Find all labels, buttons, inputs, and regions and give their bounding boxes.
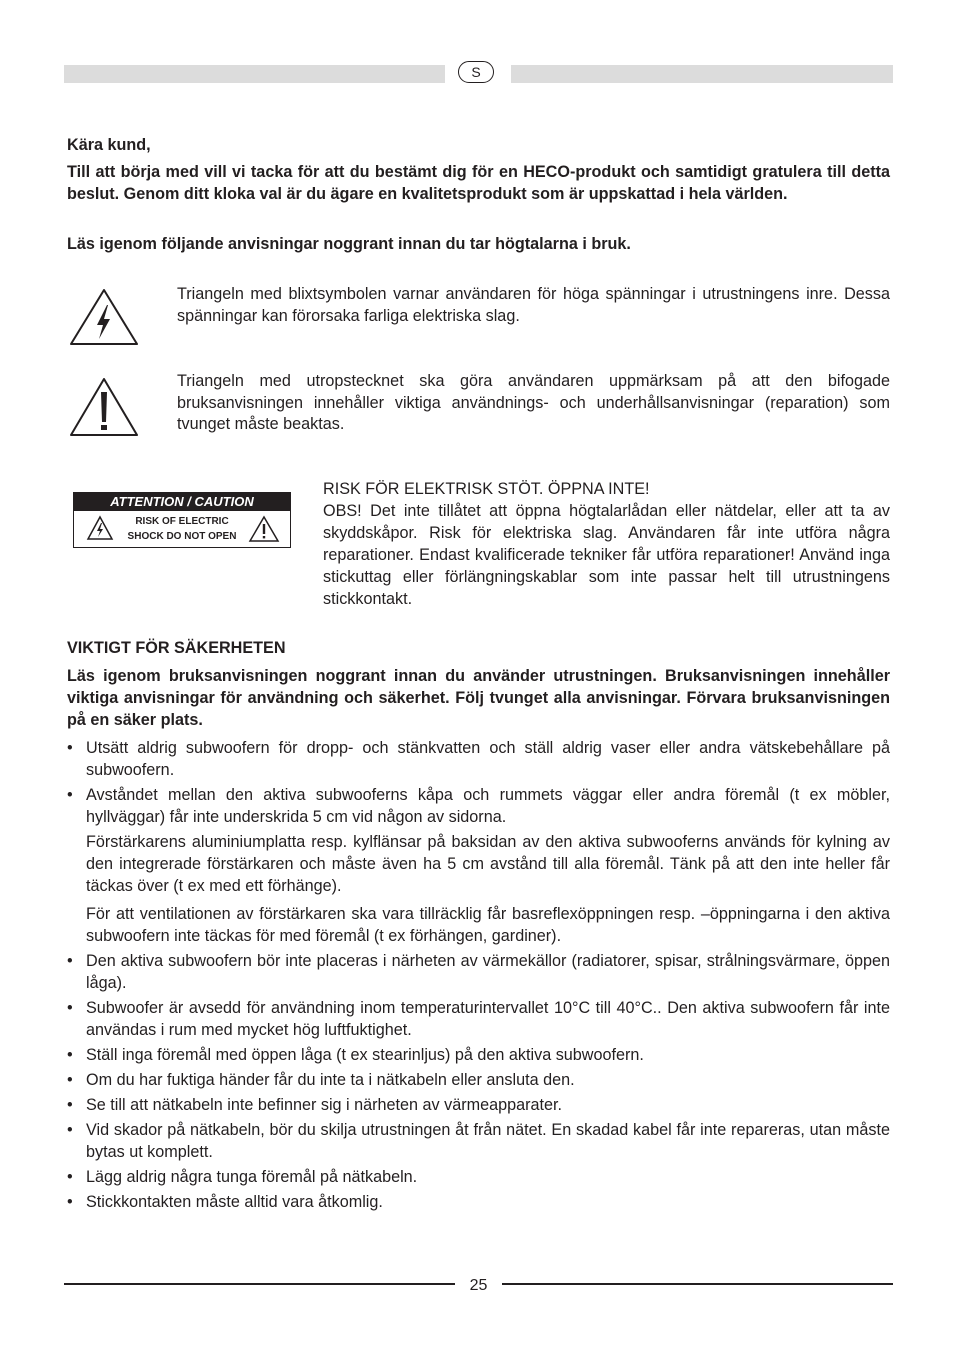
list-item-text: Stickkontakten måste alltid vara åtkomlig. — [86, 1193, 383, 1211]
list-item-subparagraph: Förstärkarens aluminiumplatta resp. kylflänsar på baksidan av den aktiva subwooferns används för kylning av den integrerade förstärkaren och måste även ha 5 cm avstånd till alla föremål. Tänk på att den inte heller får täckas över (t ex med ett förhänge). — [86, 833, 890, 895]
footer-rule-right — [502, 1283, 893, 1285]
bullet: • — [67, 1096, 73, 1114]
read-notice: Läs igenom följande anvisningar noggrant innan du tar högtalarna i bruk. — [67, 235, 631, 253]
list-item — [67, 1094, 890, 1116]
lightning-triangle-icon — [86, 515, 114, 541]
intro-paragraph: Till att börja med vill vi tacka för att du bestämt dig för en HECO-produkt och samtidigt gratulera till detta beslut. Genom ditt kloka val är du ägare en kvalitetsprodukt som är uppskattad i hela världen. — [67, 163, 890, 203]
list-item-text: Lägg aldrig några tunga föremål på nätkabeln. — [86, 1168, 418, 1186]
list-item-subparagraph: För att ventilationen av förstärkaren ska vara tillräcklig får basreflexöppningen resp. –öppningarna i den aktiva subwoofern inte täckas för med föremål (t ex förhängen, gardiner). — [86, 905, 890, 945]
caution-line-1: RISK OF ELECTRIC — [135, 516, 229, 527]
list-item-text: Ställ inga föremål med öppen låga (t ex stearinljus) på den aktiva subwoofern. — [86, 1046, 644, 1064]
list-item-text: Subwoofer är avsedd för användning inom temperaturintervallet 10°C till 40°C.. Den aktiva subwoofern får inte användas i rum med mycket hög luftfuktighet. — [86, 999, 890, 1039]
greeting: Kära kund, — [67, 136, 151, 154]
bullet: • — [67, 952, 73, 970]
list-item-text: Utsätt aldrig subwoofern för dropp- och stänkvatten och ställ aldrig vaser eller andra vätskebehållare på subwoofern. — [86, 739, 890, 779]
list-item — [67, 1166, 890, 1188]
caution-heading: RISK FÖR ELEKTRISK STÖT. ÖPPNA INTE! — [323, 480, 650, 498]
safety-intro: Läs igenom bruksanvisningen noggrant innan du använder utrustningen. Bruksanvisningen innehåller viktiga anvisningar för användning och säkerhet. Följ tvunget alla anvisningar. Förvara bruksanvisningen på en säker plats. — [67, 667, 890, 729]
list-item-text: Vid skador på nätkabeln, bör du skilja utrustningen åt från nätet. En skadad kabel får inte repareras, utan måste bytas ut komplett. — [86, 1121, 890, 1161]
language-badge: S — [458, 61, 494, 83]
exclamation-warning-text: Triangeln med utropstecknet ska göra användaren uppmärksam på att den bifogade bruksanvisningen innehåller viktiga användnings- och underhållsanvisningar (reparation) som tvunget måste beaktas. — [177, 372, 890, 433]
list-item — [67, 737, 890, 781]
bullet: • — [67, 1046, 73, 1064]
list-item-text: Den aktiva subwoofern bör inte placeras i närheten av värmekällor (radiatorer, spisar, strålningsvärmare, öppen låga). — [86, 952, 890, 992]
list-item — [67, 997, 890, 1041]
list-item-text: Avståndet mellan den aktiva subwooferns kåpa och rummets väggar eller andra föremål (t ex möbler, hyllväggar) får inte underskrida 5 cm vid någon av sidorna. — [86, 786, 890, 826]
bullet: • — [67, 739, 73, 757]
lightning-triangle-icon — [68, 287, 140, 347]
exclamation-triangle-icon — [248, 515, 280, 543]
list-item — [67, 1119, 890, 1163]
list-item-text: Om du har fuktiga händer får du inte ta i nätkabeln eller ansluta den. — [86, 1071, 575, 1089]
list-item — [67, 1069, 890, 1091]
header-bar-right — [511, 65, 893, 83]
list-item — [67, 1044, 890, 1066]
exclamation-triangle-icon — [68, 376, 140, 438]
bullet: • — [67, 786, 73, 804]
caution-body: OBS! Det inte tillåtet att öppna högtalarlådan eller nätdelar, eller att ta av skyddskåpor. Risk för elektriska slag. Användaren får inte utföra några reparationer. Endast kvalificerade tekniker får utföra reparationer! Använd inga stickuttag eller förlängningskablar som inte passar helt till utrustningens stickkontakt. — [323, 502, 890, 608]
caution-subtext — [118, 514, 246, 544]
safety-heading: VIKTIGT FÖR SÄKERHETEN — [67, 639, 286, 657]
caution-label — [73, 492, 291, 548]
caution-title: ATTENTION / CAUTION — [74, 493, 290, 511]
bullet: • — [67, 1168, 73, 1186]
list-item — [67, 784, 890, 947]
footer-rule-left — [64, 1283, 455, 1285]
safety-list — [67, 737, 890, 1216]
bullet: • — [67, 1121, 73, 1139]
list-item-text: Se till att nätkabeln inte befinner sig i närheten av värmeapparater. — [86, 1096, 563, 1114]
list-item — [67, 950, 890, 994]
list-item — [67, 1191, 890, 1213]
page-number: 25 — [469, 1277, 488, 1294]
bullet: • — [67, 999, 73, 1017]
bullet: • — [67, 1071, 73, 1089]
header-bar-left — [64, 65, 445, 83]
lightning-warning-text: Triangeln med blixtsymbolen varnar användaren för höga spänningar i utrustningens inre. Dessa spänningar kan förorsaka farliga elektriska slag. — [177, 285, 890, 325]
caution-line-2: SHOCK DO NOT OPEN — [127, 531, 237, 542]
bullet: • — [67, 1193, 73, 1211]
